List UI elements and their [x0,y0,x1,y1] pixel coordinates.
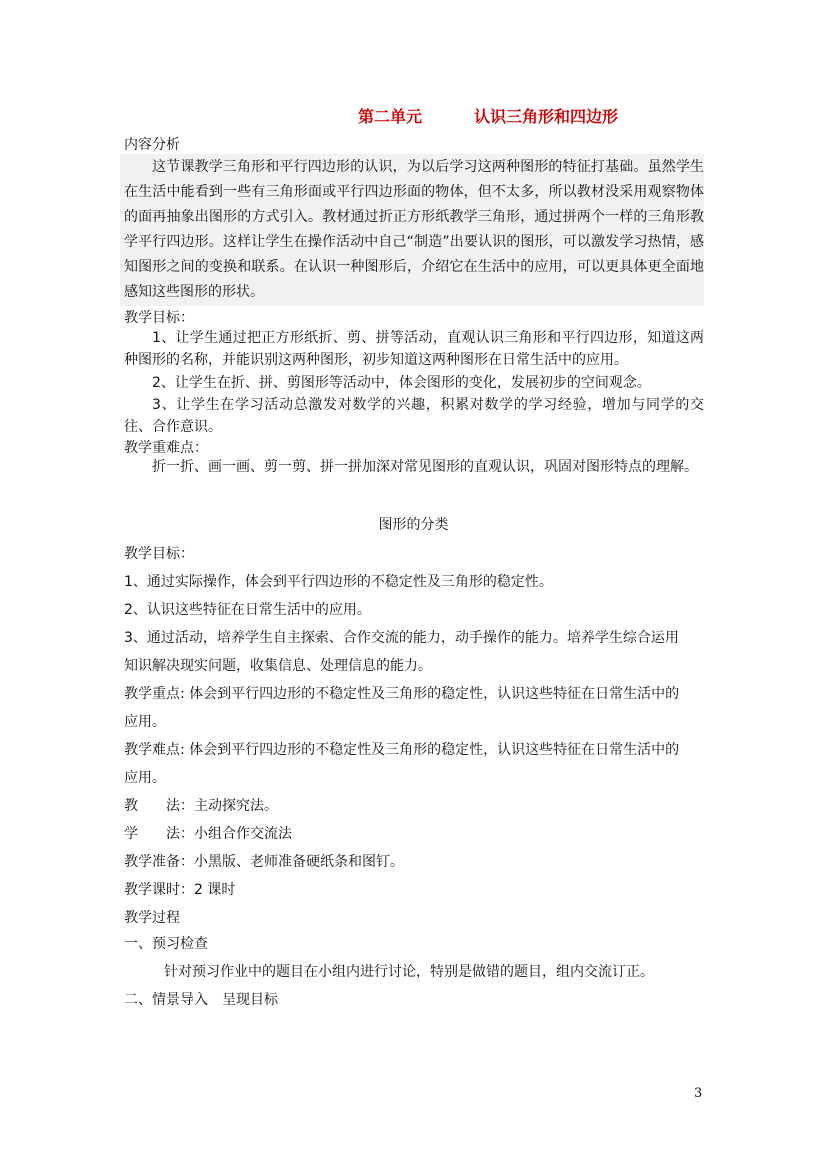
unit-topic: 认识三角形和四边形 [474,107,619,126]
goal-item-3: 3、让学生在学习活动总激发对数学的兴趣，积累对数学的学习经验，增加与同学的交往、合作意识。 [124,397,704,435]
lesson-goal-1: 1、通过实际操作，体会到平行四边形的不稳定性及三角形的稳定性。 [124,574,553,590]
page-number: 3 [694,1086,703,1101]
teaching-method: 教 法：主动探究法。 [124,798,278,814]
analysis-text: 这节课教学三角形和平行四边形的认识，为以后学习这两种图形的特征打基础。虽然学生在生活中能看到一些有三角形面或平行四边形面的物体，但不太多，所以教材没采用观察物体的面再抽象出图形的方式引入。教材通过折正方形纸教学三角形，通过拼两个一样的三角形教学平行四边形。这样让学生在操作活动中自己“制造”出要认识的图形，可以激发学习热情，感知图形之间的变换和联系。在认识一种图形后，介绍它在生活中的应用，可以更具体更全面地感知这些图形的形状。 [124,159,704,300]
difficulty-text: 折一折、画一画、剪一剪、拼一拼加深对常见图形的直观认识，巩固对图形特点的理解。 [152,459,698,475]
key-point-line-2: 应用。 [124,714,166,730]
difficult-point-line-1: 教学难点: 体会到平行四边形的不稳定性及三角形的稳定性，认识这些特征在日常生活中的 [124,742,680,758]
step-1-heading: 一、预习检查 [124,936,208,952]
learning-method: 学 法：小组合作交流法 [124,826,292,842]
analysis-heading: 内容分析 [124,137,180,153]
lesson-goals-heading: 教学目标： [124,546,194,562]
key-point-line-1: 教学重点: 体会到平行四边形的不稳定性及三角形的稳定性，认识这些特征在日常生活中的 [124,686,680,702]
unit-label: 第二单元 [358,107,423,126]
lesson-goal-3-line-1: 3、通过活动，培养学生自主探索、合作交流的能力，动手操作的能力。培养学生综合运用 [124,630,679,646]
goal-item-2: 2、让学生在折、拼、剪图形等活动中，体会图形的变化，发展初步的空间观念。 [152,375,651,391]
teaching-hours: 教学课时：2 课时 [124,882,236,898]
lesson-goal-2: 2、认识这些特征在日常生活中的应用。 [124,602,371,618]
teaching-preparation: 教学准备：小黑版、老师准备硬纸条和图钉。 [124,854,404,870]
teaching-process: 教学过程 [124,910,180,926]
step-1-text: 针对预习作业中的题目在小组内进行讨论，特别是做错的题目，组内交流订正。 [164,964,654,980]
goals-heading: 教学目标： [124,310,194,326]
step-2-heading: 二、情景导入 呈现目标 [124,992,278,1008]
difficult-point-line-2: 应用。 [124,770,166,786]
lesson-goal-3-line-2: 知识解决现实问题，收集信息、处理信息的能力。 [124,658,432,674]
lesson-title: 图形的分类 [378,517,449,533]
difficulty-heading: 教学重难点： [124,440,208,456]
goal-item-1: 1、让学生通过把正方形纸折、剪、拼等活动，直观认识三角形和平行四边形，知道这两种图形的名称，并能识别这两种图形，初步知道这两种图形在日常生活中的应用。 [124,330,704,368]
